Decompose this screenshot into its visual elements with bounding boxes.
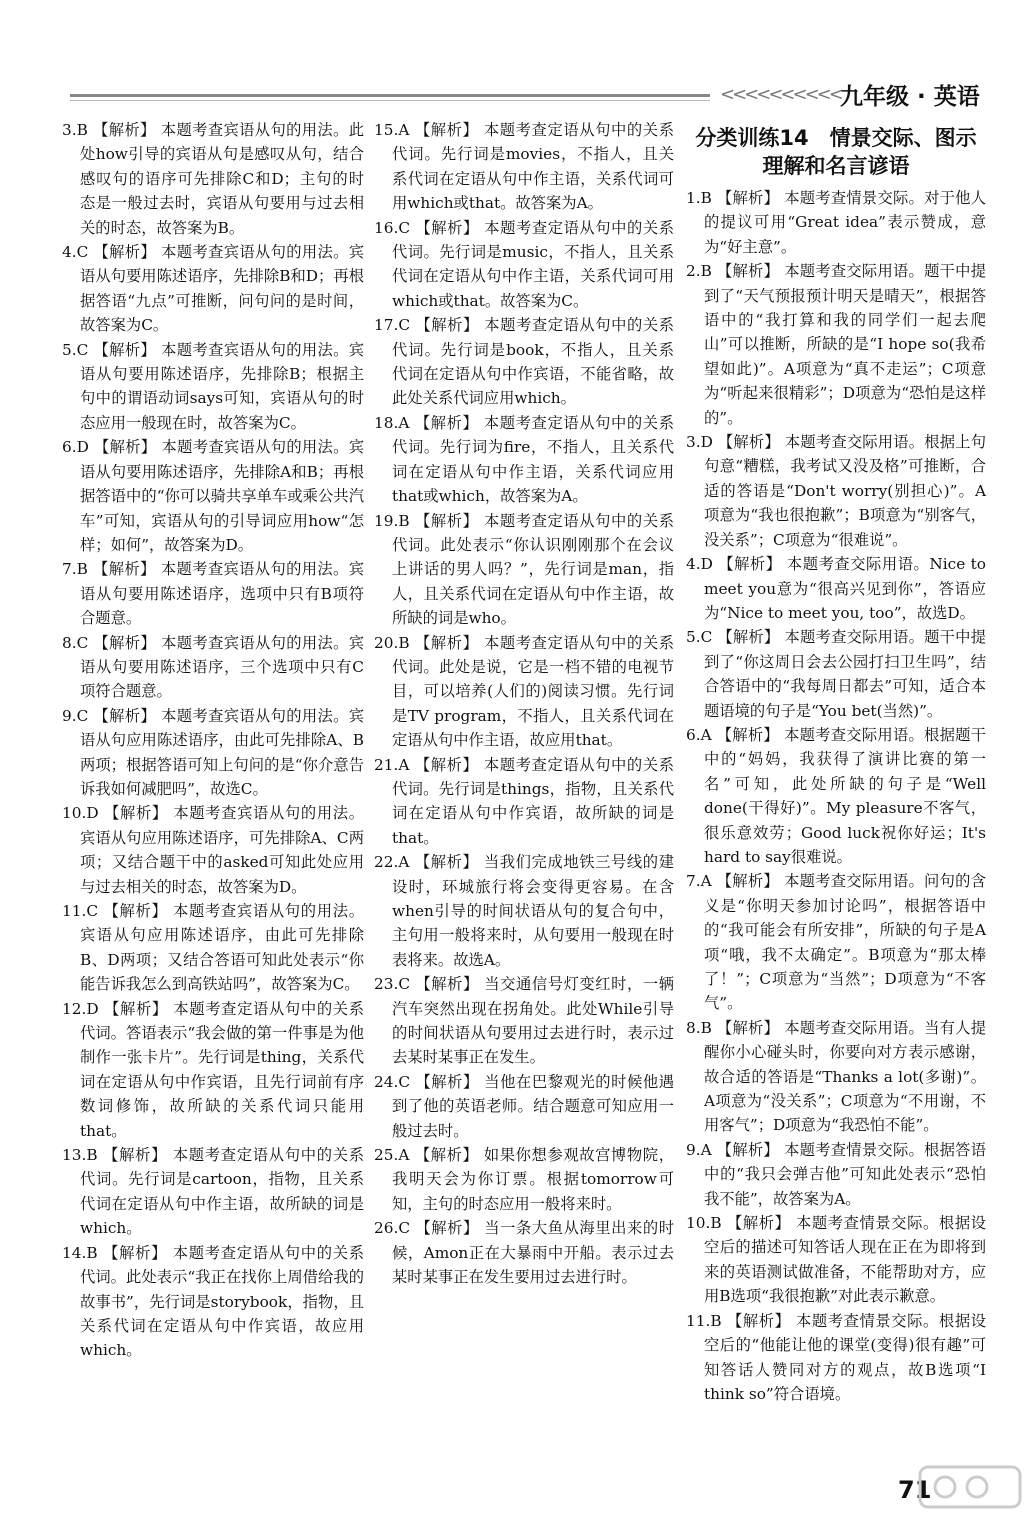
page-header	[0, 70, 1034, 114]
section-title-line2: 理解和名言谚语	[762, 154, 910, 178]
answer-item: 22.A 【解析】 当我们完成地铁三号线的建设时，环城旅行将会变得更容易。在含when引导的时间状语从句的复合句中，主句用一般将来时，从句要用一般现在时表将来。故选A。	[374, 853, 674, 969]
chevron-decoration-icon: <<<<<<<<<<	[720, 84, 841, 105]
header-rule-thin	[70, 100, 710, 101]
section-title-line1: 分类训练14 情景交际、图示	[695, 126, 977, 150]
answer-item: 15.A 【解析】 本题考查定语从句中的关系代词。先行词是movies，不指人，且关系代词在定语从句中作主语，关系代词可用which或that。故答案为A。	[374, 121, 674, 213]
answer-item: 10.D 【解析】 本题考查宾语从句的用法。宾语从句应用陈述语序，可先排除A、C两项；又结合题干中的asked可知此处应用与过去相关的时态，故答案为D。	[62, 804, 364, 896]
answer-item: 8.C 【解析】 本题考查宾语从句的用法。宾语从句要用陈述语序，三个选项中只有C项符合题意。	[62, 633, 364, 701]
page-number: 71	[898, 1476, 932, 1504]
answer-item: 5.C 【解析】 本题考查交际用语。题干中提到了“你这周日会去公园打扫卫生吗”，结合答语中的“我每周日都去”可知，适合本题语境的句子是“You bet(当然)”。	[686, 628, 986, 720]
answer-item: 23.C 【解析】 当交通信号灯变红时，一辆汽车突然出现在拐角处。此处While引导的时间状语从句要用过去进行时，表示过去某时某事正在发生。	[374, 975, 674, 1067]
section-title	[686, 124, 986, 180]
answer-item: 3.D 【解析】 本题考查交际用语。根据上句句意“糟糕，我考试又没及格”可推断，合适的答语是“Don't worry(别担心)”。A项意为“我也很抱歉”；B项意为“别客气，没关系”；C项意为“很难说”。	[686, 433, 986, 549]
answer-item: 24.C 【解析】 当他在巴黎观光的时候他遇到了他的英语老师。结合题意可知应用一般过去时。	[374, 1072, 674, 1140]
watermark-logo-icon	[915, 1455, 1025, 1525]
answer-item: 13.B 【解析】 本题考查定语从句中的关系代词。先行词是cartoon，指物，且关系代词在定语从句中作主语，故所缺的词是which。	[62, 1146, 364, 1238]
answer-item: 10.B 【解析】 本题考查情景交际。根据设空后的描述可知答话人现在正在为即将到来的英语测试做准备，不能帮助对方，应用B选项“我很抱歉”对此表示歉意。	[686, 1214, 986, 1306]
answer-item: 17.C 【解析】 本题考查定语从句中的关系代词。先行词是book，不指人，且关系代词在定语从句中作宾语，不能省略，故此处关系代词应用which。	[374, 316, 674, 408]
answer-item: 2.B 【解析】 本题考查交际用语。题干中提到了“天气预报预计明天是晴天”，根据答语中的“我打算和我的同学们一起去爬山”可以推断，所缺的是“I hope so(我希望如此)”。A项意为“真不走运”；C项意为“听起来很精彩”；D项意为“恐怕是这样的”。	[686, 262, 986, 427]
answer-item: 11.C 【解析】 本题考查宾语从句的用法。宾语从句应用陈述语序，由此可先排除B、D两项；又结合答语可知此处表示“你能告诉我怎么到高铁站吗”，故答案为C。	[62, 902, 364, 994]
answer-item: 14.B 【解析】 本题考查定语从句中的关系代词。此处表示“我正在找你上周借给我的故事书”，先行词是storybook，指物，且关系代词在定语从句中作宾语，故应用which。	[62, 1243, 364, 1360]
answer-item: 11.B 【解析】 本题考查情景交际。根据设空后的“他能让他的课堂(变得)很有趣”可知答话人赞同对方的观点，故B选项“I think so”符合语境。	[686, 1311, 986, 1403]
answer-item: 26.C 【解析】 当一条大鱼从海里出来的时候，Amon正在大暴雨中开船。表示过去某时某事正在发生要用过去进行时。	[374, 1219, 674, 1287]
answer-item: 7.B 【解析】 本题考查宾语从句的用法。宾语从句要用陈述语序，选项中只有B项符合题意。	[62, 560, 364, 628]
answer-item: 5.C 【解析】 本题考查宾语从句的用法。宾语从句要用陈述语序，先排除B；根据主句中的谓语动词says可知，宾语从句的时态应用一般现在时，故答案为C。	[62, 340, 364, 432]
answer-item: 6.A 【解析】 本题考查交际用语。根据题干中的“妈妈，我获得了演讲比赛的第一名”可知，此处所缺的句子是“Well done(干得好)”。My pleasure不客气，很乐意效劳；Good luck祝你好运；It's hard to say很难说。	[686, 725, 986, 866]
answer-item: 12.D 【解析】 本题考查定语从句中的关系代词。答语表示“我会做的第一件事是为他制作一张卡片”。先行词是thing，关系代词在定语从句中作宾语，且先行词前有序数词修饰，故所缺的关系代词只能用that。	[62, 999, 364, 1140]
answer-item: 6.D 【解析】 本题考查宾语从句的用法。宾语从句要用陈述语序，先排除A和B；再根据答语中的“你可以骑共享单车或乘公共汽车”可知，宾语从句的引导词应用how“怎样；如何”，故答案为D。	[62, 438, 364, 554]
answer-item: 9.C 【解析】 本题考查宾语从句的用法。宾语从句应用陈述语序，由此可先排除A、B两项；根据答语可知上句问的是“你介意告诉我如何减肥吗”，故选C。	[62, 706, 364, 798]
answer-item: 20.B 【解析】 本题考查定语从句中的关系代词。此处是说，它是一档不错的电视节目，可以培养(人们的)阅读习惯。先行词是TV program，不指人，且关系代词在定语从句中作主语，故应用that。	[374, 633, 674, 750]
answer-item: 21.A 【解析】 本题考查定语从句中的关系代词。先行词是things，指物，且关系代词在定语从句中作宾语，故所缺的词是that。	[374, 755, 674, 847]
answer-item: 19.B 【解析】 本题考查定语从句中的关系代词。此处表示“你认识刚刚那个在会议上讲话的男人吗？”，先行词是man，指人，且关系代词在定语从句中作主语，故所缺的词是who。	[374, 511, 674, 628]
answer-item: 9.A 【解析】 本题考查情景交际。根据答语中的“我只会弹吉他”可知此处表示“恐怕我不能”，故答案为A。	[686, 1140, 986, 1208]
column-middle	[374, 118, 674, 1290]
answer-item: 25.A 【解析】 如果你想参观故宫博物院，我明天会为你订票。根据tomorrow可知，主句的时态应用一般将来时。	[374, 1146, 674, 1213]
answer-item: 1.B 【解析】 本题考查情景交际。对于他人的提议可用“Great idea”表示赞成，意为“好主意”。	[686, 189, 986, 256]
column-left	[62, 118, 364, 1363]
answer-item: 3.B 【解析】 本题考查宾语从句的用法。此处how引导的宾语从句是感叹从句，结合感叹句的语序可先排除C和D；主句的时态是一般过去时，宾语从句要用与过去相关的时态，故答案为B。	[62, 121, 364, 237]
answer-item: 18.A 【解析】 本题考查定语从句中的关系代词。先行词为fire，不指人，且关系代词在定语从句中作主语，关系代词应用that或which，故答案为A。	[374, 413, 674, 506]
column-right	[686, 118, 986, 1406]
answer-item: 4.D 【解析】 本题考查交际用语。Nice to meet you意为“很高兴见到你”，答语应为“Nice to meet you, too”，故选D。	[686, 555, 986, 622]
header-rule	[70, 94, 710, 97]
answer-item: 4.C 【解析】 本题考查宾语从句的用法。宾语从句要用陈述语序，先排除B和D；再根据答语“九点”可推断，问句问的是时间，故答案为C。	[62, 243, 364, 335]
grade-subject-title: 九年级 · 英语	[840, 84, 980, 110]
column-right-items	[686, 186, 986, 1406]
answer-item: 8.B 【解析】 本题考查交际用语。当有人提醒你小心碰头时，你要向对方表示感谢，故合适的答语是“Thanks a lot(多谢)”。A项意为“没关系”；C项意为“不用谢，不用客气”；D项意为“我恐怕不能”。	[686, 1018, 986, 1135]
answer-item: 7.A 【解析】 本题考查交际用语。问句的含义是“你明天参加讨论吗”，根据答语中的“我可能会有所安排”，所缺的句子是A项“哦，我不太确定”。B项意为“那太棒了！”；C项意为“当然”；D项意为“不客气”。	[686, 872, 986, 1013]
answer-item: 16.C 【解析】 本题考查定语从句中的关系代词。先行词是music，不指人，且关系代词在定语从句中作主语，关系代词可用which或that。故答案为C。	[374, 218, 674, 310]
